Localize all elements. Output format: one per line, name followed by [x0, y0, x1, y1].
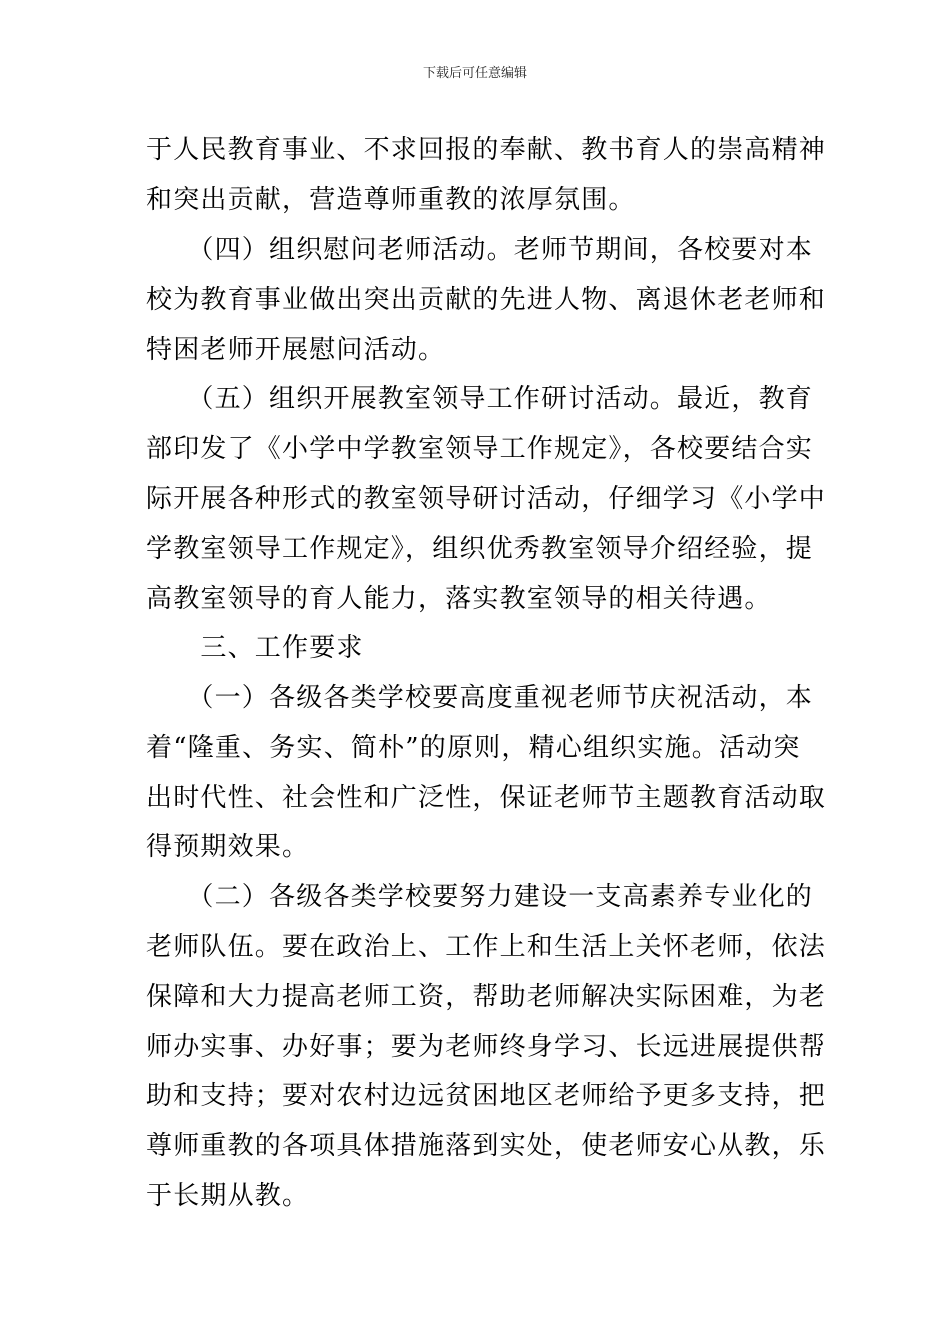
text-line: 高教室领导的育人能力，落实教室领导的相关待遇。	[146, 584, 772, 614]
text-line: 着“隆重、务实、简朴”的原则，精心组织实施。活动突	[146, 733, 801, 763]
page-header: 下载后可任意编辑	[422, 66, 527, 81]
text-line: 得预期效果。	[146, 832, 310, 862]
section-heading: 三、工作要求	[146, 633, 364, 663]
text-line: 保障和大力提高老师工资，帮助老师解决实际困难，为老	[146, 982, 827, 1012]
text-line: （二）各级各类学校要努力建设一支高素养专业化的	[146, 882, 814, 912]
text-line: 尊师重教的各项具体措施落到实处，使老师安心从教，乐	[146, 1131, 827, 1161]
text-line: 际开展各种形式的教室领导研讨活动，仔细学习《小学中	[146, 484, 827, 514]
text-line: 于长期从教。	[146, 1181, 310, 1211]
text-line: 老师队伍。要在政治上、工作上和生活上关怀老师，依法	[146, 932, 827, 962]
text-line: 助和支持；要对农村边远贫困地区老师给予更多支持，把	[146, 1081, 827, 1111]
text-line: （一）各级各类学校要高度重视老师节庆祝活动，本	[146, 683, 814, 713]
text-line: 学教室领导工作规定》，组织优秀教室领导介绍经验，提	[146, 534, 814, 564]
text-line: 特困老师开展慰问活动。	[146, 335, 446, 365]
text-line: 师办实事、办好事；要为老师终身学习、长远进展提供帮	[146, 1032, 827, 1062]
text-line: 于人民教育事业、不求回报的奉献、教书育人的崇高精神	[146, 135, 827, 165]
text-line: 和突出贡献，营造尊师重教的浓厚氛围。	[146, 185, 636, 215]
text-line: （四）组织慰问老师活动。老师节期间，各校要对本	[146, 235, 814, 265]
text-line: 出时代性、社会性和广泛性，保证老师节主题教育活动取	[146, 783, 827, 813]
text-line: 部印发了《小学中学教室领导工作规定》，各校要结合实	[146, 434, 814, 464]
text-line: （五）组织开展教室领导工作研讨活动。最近，教育	[146, 384, 814, 414]
text-line: 校为教育事业做出突出贡献的先进人物、离退休老老师和	[146, 285, 827, 315]
